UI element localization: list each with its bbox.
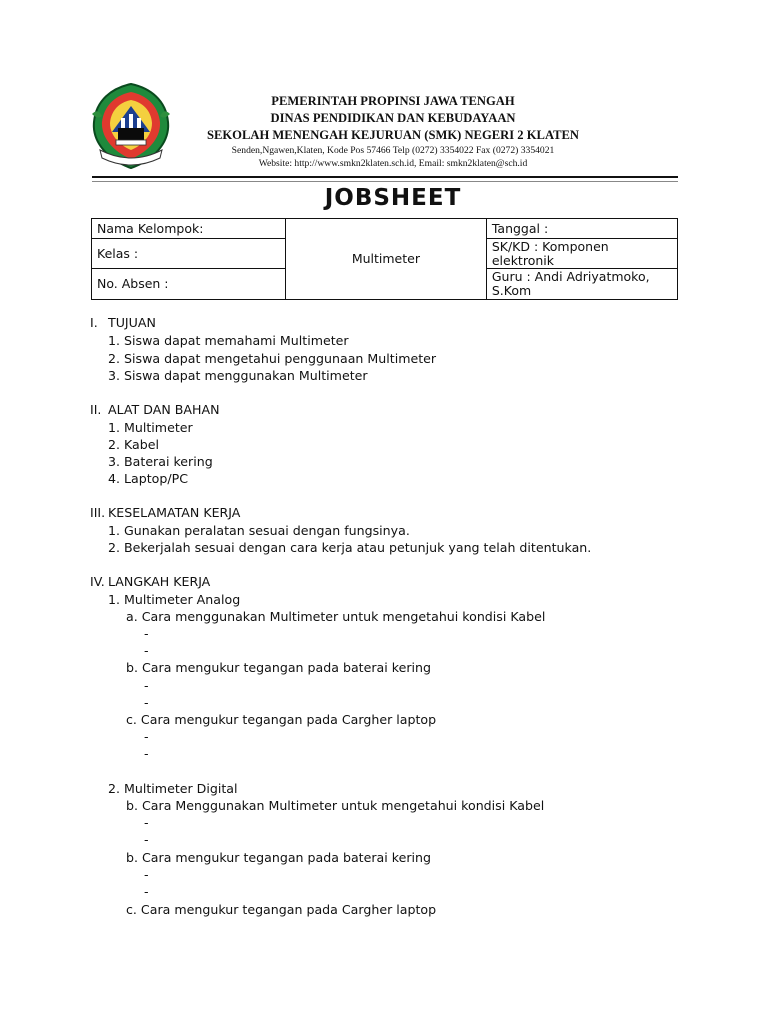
subsection-analog: 1. Multimeter Analog bbox=[108, 592, 241, 607]
school-address: Senden,Ngawen,Klaten, Kode Pos 57466 Telp (0272) 3354022 Fax (0272) 3354021 bbox=[231, 145, 555, 156]
nama-kelompok-cell: Nama Kelompok: bbox=[92, 219, 286, 239]
list-item: 1. Multimeter bbox=[108, 420, 193, 435]
section-title-tujuan: TUJUAN bbox=[108, 315, 156, 330]
school-website: Website: http://www.smkn2klaten.sch.id, Email: smkn2klaten@sch.id bbox=[258, 158, 528, 169]
page-title: JOBSHEET bbox=[324, 185, 462, 211]
header-rule-thin bbox=[92, 181, 678, 182]
list-item: 1. Gunakan peralatan sesuai dengan fungsinya. bbox=[108, 523, 410, 538]
step-item: c. Cara mengukur tegangan pada Cargher laptop bbox=[126, 902, 437, 917]
step-item: b. Cara Menggunakan Multimeter untuk mengetahui kondisi Kabel bbox=[126, 798, 545, 813]
dash-item: - bbox=[144, 643, 149, 658]
section-title-langkah: LANGKAH KERJA bbox=[108, 574, 211, 589]
jawa-tengah-emblem-icon bbox=[88, 80, 174, 172]
header-rule bbox=[92, 176, 678, 178]
list-item: 2. Kabel bbox=[108, 437, 160, 452]
step-item: b. Cara mengukur tegangan pada baterai kering bbox=[126, 660, 431, 675]
tanggal-cell: Tanggal : bbox=[486, 219, 677, 239]
section-number: II. bbox=[90, 402, 102, 417]
list-item: 2. Bekerjalah sesuai dengan cara kerja atau petunjuk yang telah ditentukan. bbox=[108, 540, 592, 555]
dash-item: - bbox=[144, 695, 149, 710]
kelas-cell: Kelas : bbox=[92, 239, 286, 269]
section-title-alat: ALAT DAN BAHAN bbox=[108, 402, 220, 417]
dash-item: - bbox=[144, 729, 149, 744]
subsection-digital: 2. Multimeter Digital bbox=[108, 781, 238, 796]
list-item: 2. Siswa dapat mengetahui penggunaan Multimeter bbox=[108, 351, 437, 366]
no-absen-cell: No. Absen : bbox=[92, 269, 286, 300]
government-name: PEMERINTAH PROPINSI JAWA TENGAH bbox=[271, 94, 515, 108]
section-number: IV. bbox=[90, 574, 105, 589]
dash-item: - bbox=[144, 678, 149, 693]
guru-cell: Guru : Andi Adriyatmoko, S.Kom bbox=[486, 269, 677, 300]
list-item: 4. Laptop/PC bbox=[108, 471, 189, 486]
dash-item: - bbox=[144, 626, 149, 641]
list-item: 3. Baterai kering bbox=[108, 454, 213, 469]
list-item: 3. Siswa dapat menggunakan Multimeter bbox=[108, 368, 368, 383]
dash-item: - bbox=[144, 884, 149, 899]
dash-item: - bbox=[144, 832, 149, 847]
section-number: III. bbox=[90, 505, 106, 520]
dash-item: - bbox=[144, 815, 149, 830]
info-table bbox=[91, 218, 678, 300]
school-name: SEKOLAH MENENGAH KEJURUAN (SMK) NEGERI 2 KLATEN bbox=[206, 128, 579, 142]
dash-item: - bbox=[144, 746, 149, 761]
section-title-keselamatan: KESELAMATAN KERJA bbox=[108, 505, 241, 520]
list-item: 1. Siswa dapat memahami Multimeter bbox=[108, 333, 349, 348]
step-item: a. Cara menggunakan Multimeter untuk mengetahui kondisi Kabel bbox=[126, 609, 546, 624]
letterhead bbox=[0, 0, 768, 190]
dash-item: - bbox=[144, 867, 149, 882]
step-item: b. Cara mengukur tegangan pada baterai kering bbox=[126, 850, 431, 865]
skkd-cell: SK/KD : Komponen elektronik bbox=[486, 239, 677, 269]
letterhead-text bbox=[175, 93, 611, 170]
topic-cell: Multimeter bbox=[285, 219, 486, 300]
section-number: I. bbox=[90, 315, 98, 330]
department-name: DINAS PENDIDIKAN DAN KEBUDAYAAN bbox=[270, 111, 516, 125]
step-item: c. Cara mengukur tegangan pada Cargher laptop bbox=[126, 712, 437, 727]
